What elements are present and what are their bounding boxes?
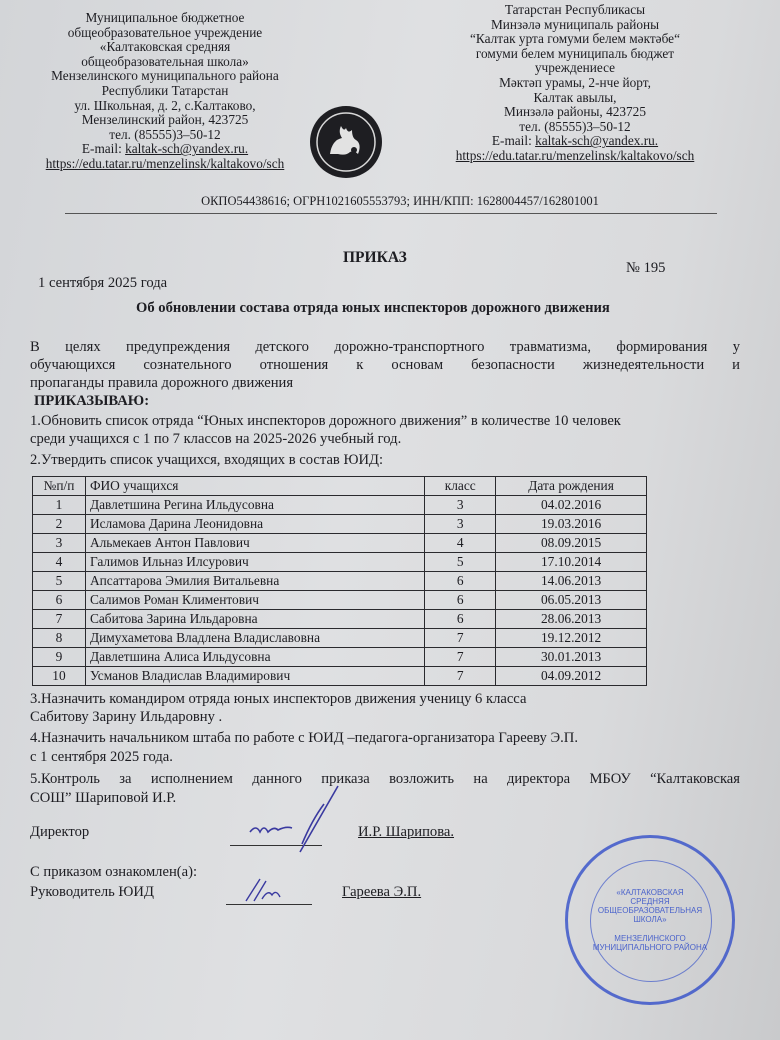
header-left-line: ул. Школьная, д. 2, с.Калтаково, xyxy=(74,97,256,113)
table-row xyxy=(33,610,647,629)
col-grade: класс xyxy=(425,477,496,496)
student-grade: 3 xyxy=(425,496,496,515)
col-birthdate: Дата рождения xyxy=(496,477,647,496)
student-grade: 7 xyxy=(425,629,496,648)
item-5: СОШ” Шариповой И.Р. xyxy=(30,790,177,806)
item-1: среди учащихся с 1 по 7 классов на 2025-2026 учебный год. xyxy=(30,431,402,447)
student-grade: 5 xyxy=(425,553,496,572)
student-grade: 7 xyxy=(425,667,496,686)
requisites: ОКПО54438616; ОГРН1021605553793; ИНН/КПП: 1628004457/162801001 xyxy=(201,194,599,208)
doc-number: № 195 xyxy=(626,260,666,276)
student-birthdate: 19.12.2012 xyxy=(496,629,647,648)
student-birthdate: 04.02.2016 xyxy=(496,496,647,515)
order-word: ПРИКАЗЫВАЮ: xyxy=(34,393,150,409)
student-name: Апсаттарова Эмилия Витальевна xyxy=(85,572,424,591)
doc-date: 1 сентября 2025 года xyxy=(38,275,168,291)
col-number: №п/п xyxy=(33,477,86,496)
table-row xyxy=(33,629,647,648)
table-row xyxy=(33,553,647,572)
header-right-line: тел. (85555)3–50-12 xyxy=(519,118,631,134)
school-stamp xyxy=(565,835,735,1005)
row-number: 3 xyxy=(33,534,86,553)
header-right-line: “Калтак урта гомуми белем мәктәбе“ xyxy=(470,31,680,47)
header-left-line: «Калтаковская средняя xyxy=(99,39,231,55)
student-birthdate: 17.10.2014 xyxy=(496,553,647,572)
students-table xyxy=(32,476,647,686)
item-3: 3.Назначить командиром отряда юных инспекторов движения ученицу 6 класса xyxy=(30,691,527,707)
leader-name: Гареева Э.П. xyxy=(342,884,422,900)
header-left-line: общеобразовательное учреждение xyxy=(67,24,263,40)
col-name: ФИО учащихся xyxy=(85,477,424,496)
student-grade: 3 xyxy=(425,515,496,534)
email-link[interactable]: kaltak-sch@yandex.ru. xyxy=(125,141,249,157)
tatarstan-emblem-icon xyxy=(308,104,384,185)
student-name: Галимов Ильназ Илсурович xyxy=(85,553,424,572)
website-link[interactable]: https://edu.tatar.ru/menzelinsk/kaltakovo/sch xyxy=(455,147,695,163)
table-row xyxy=(33,591,647,610)
header-right-line: Минзәлә районы, 423725 xyxy=(504,104,646,120)
stamp-text: ШКОЛА» xyxy=(633,915,667,924)
table-header-row xyxy=(33,477,647,496)
student-name: Сабитова Зарина Ильдаровна xyxy=(85,610,424,629)
stamp-text: МУНИЦИПАЛЬНОГО РАЙОНА xyxy=(592,943,708,952)
student-birthdate: 30.01.2013 xyxy=(496,648,647,667)
doc-title: Об обновлении состава отряда юных инспекторов дорожного движения xyxy=(136,300,610,316)
header-right-line: Минзәлә муниципаль районы xyxy=(490,16,660,32)
row-number: 1 xyxy=(33,496,86,515)
student-name: Димухаметова Владлена Владиславовна xyxy=(85,629,424,648)
header-left-line: тел. (85555)3–50-12 xyxy=(109,126,221,142)
student-birthdate: 08.09.2015 xyxy=(496,534,647,553)
row-number: 7 xyxy=(33,610,86,629)
header-right-line: Татарстан Республикасы xyxy=(504,2,646,17)
item-4: с 1 сентября 2025 года. xyxy=(30,749,173,765)
header-right-line: Калтак авылы, xyxy=(533,89,617,105)
header-left-line: Мензелинского муниципального района xyxy=(51,68,279,84)
director-label: Директор xyxy=(30,824,90,840)
row-number: 5 xyxy=(33,572,86,591)
director-name: И.Р. Шарипова. xyxy=(358,824,455,840)
item-1: 1.Обновить список отряда “Юных инспекторов дорожного движения” в количестве 10 человек xyxy=(30,413,621,429)
table-row xyxy=(33,496,647,515)
student-grade: 6 xyxy=(425,610,496,629)
student-name: Давлетшина Алиса Ильдусовна xyxy=(85,648,424,667)
row-number: 9 xyxy=(33,648,86,667)
header-right xyxy=(430,3,720,164)
row-number: 2 xyxy=(33,515,86,534)
header-left-line: Муниципальное бюджетное xyxy=(85,10,245,25)
leader-signature xyxy=(240,875,290,910)
stamp-text: СРЕДНЯЯ xyxy=(630,897,670,906)
acquainted-label: С приказом ознакомлен(а): xyxy=(30,864,198,880)
preamble-line: обучающихся сознательного отношения к основам безопасности жизнедеятельности и xyxy=(30,357,740,373)
email-label: E-mail: xyxy=(81,141,126,157)
row-number: 6 xyxy=(33,591,86,610)
student-birthdate: 28.06.2013 xyxy=(496,610,647,629)
table-row xyxy=(33,667,647,686)
student-birthdate: 19.03.2016 xyxy=(496,515,647,534)
header-right-line: учреждениесе xyxy=(534,60,616,76)
header-left-line: Республики Татарстан xyxy=(101,82,229,98)
student-name: Исламова Дарина Леонидовна xyxy=(85,515,424,534)
student-name: Салимов Роман Климентович xyxy=(85,591,424,610)
student-grade: 6 xyxy=(425,591,496,610)
preamble-line: пропаганды правила дорожного движения xyxy=(30,375,294,391)
row-number: 8 xyxy=(33,629,86,648)
table-row xyxy=(33,534,647,553)
stamp-text: ОБЩЕОБРАЗОВАТЕЛЬНАЯ xyxy=(597,906,703,915)
header-divider xyxy=(65,213,717,214)
student-grade: 6 xyxy=(425,572,496,591)
item-4: 4.Назначить начальником штаба по работе с ЮИД –педагога-организатора Гарееву Э.П. xyxy=(30,730,578,746)
table-row xyxy=(33,515,647,534)
student-name: Альмекаев Антон Павлович xyxy=(85,534,424,553)
item-2: 2.Утвердить список учащихся, входящих в состав ЮИД: xyxy=(30,452,384,468)
student-birthdate: 14.06.2013 xyxy=(496,572,647,591)
header-left-line: Мензелинский район, 423725 xyxy=(81,112,249,128)
header-left xyxy=(20,11,310,172)
doc-type: ПРИКАЗ xyxy=(343,249,407,266)
stamp-text: «КАЛТАКОВСКАЯ xyxy=(616,888,684,897)
preamble-line: В целях предупреждения детского дорожно-транспортного травматизма, формирования у xyxy=(30,339,740,355)
student-grade: 4 xyxy=(425,534,496,553)
leader-label: Руководитель ЮИД xyxy=(30,884,154,900)
row-number: 4 xyxy=(33,553,86,572)
header-right-line: Мәктәп урамы, 2-нче йорт, xyxy=(499,74,651,90)
table-row xyxy=(33,572,647,591)
email-label: E-mail: xyxy=(491,133,536,149)
student-grade: 7 xyxy=(425,648,496,667)
website-link[interactable]: https://edu.tatar.ru/menzelinsk/kaltakovo/sch xyxy=(45,155,285,171)
director-signature xyxy=(240,780,350,865)
table-row xyxy=(33,648,647,667)
student-birthdate: 06.05.2013 xyxy=(496,591,647,610)
header-left-line: общеобразовательная школа» xyxy=(81,53,249,69)
student-name: Усманов Владислав Владимирович xyxy=(85,667,424,686)
student-name: Давлетшина Регина Ильдусовна xyxy=(85,496,424,515)
item-5: 5.Контроль за исполнением данного приказа возложить на директора МБОУ “Калтаковская xyxy=(30,771,740,787)
row-number: 10 xyxy=(33,667,86,686)
email-link[interactable]: kaltak-sch@yandex.ru. xyxy=(535,133,659,149)
stamp-text: МЕНЗЕЛИНСКОГО xyxy=(614,934,686,943)
header-right-line: гомуми белем муниципаль бюджет xyxy=(475,45,675,61)
student-birthdate: 04.09.2012 xyxy=(496,667,647,686)
item-3: Сабитову Зарину Ильдаровну . xyxy=(30,709,223,725)
